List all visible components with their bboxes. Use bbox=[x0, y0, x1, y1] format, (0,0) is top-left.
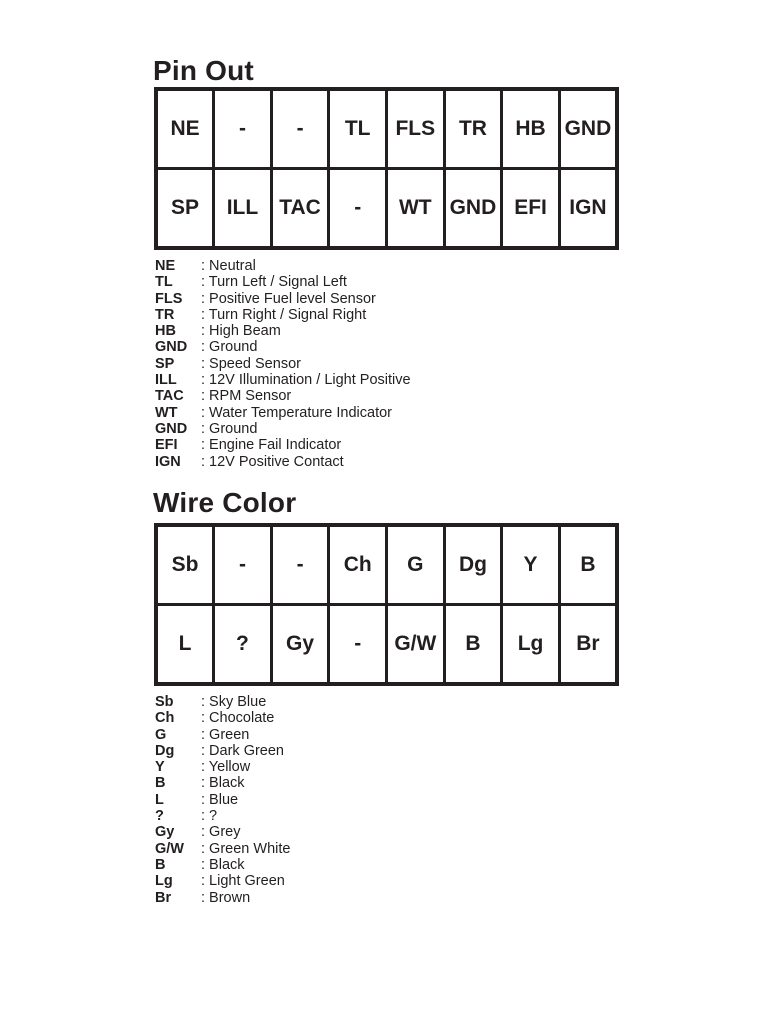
legend-desc: : Light Green bbox=[201, 873, 285, 890]
legend-desc: : Chocolate bbox=[201, 710, 275, 727]
legend-desc: : High Beam bbox=[201, 323, 281, 340]
pinout-row-top bbox=[156, 89, 617, 169]
pinout-legend bbox=[155, 258, 411, 470]
wire-row-bottom bbox=[156, 605, 617, 685]
pinout-cell: GND bbox=[444, 169, 502, 249]
pinout-title: Pin Out bbox=[153, 55, 254, 86]
legend-item bbox=[155, 421, 411, 437]
legend-abbr: L bbox=[155, 791, 164, 808]
wire-cell: G bbox=[387, 525, 445, 605]
legend-abbr: EFI bbox=[155, 437, 178, 454]
pinout-cell: EFI bbox=[502, 169, 560, 249]
legend-abbr: Lg bbox=[155, 873, 173, 890]
legend-abbr: B bbox=[155, 856, 166, 873]
pinout-cell: WT bbox=[387, 169, 445, 249]
legend-item bbox=[155, 372, 411, 388]
legend-abbr: TAC bbox=[155, 388, 184, 405]
legend-item bbox=[155, 890, 290, 906]
wire-cell: B bbox=[444, 605, 502, 685]
legend-desc: : Sky Blue bbox=[201, 694, 267, 710]
legend-desc: : Water Temperature Indicator bbox=[201, 404, 392, 421]
wire-cell: Lg bbox=[502, 605, 560, 685]
wire-cell: L bbox=[156, 605, 214, 685]
pinout-cell: IGN bbox=[559, 169, 617, 249]
legend-desc: : 12V Illumination / Light Positive bbox=[201, 372, 411, 389]
legend-desc: : Black bbox=[201, 856, 245, 873]
pinout-cell: - bbox=[329, 169, 387, 249]
legend-desc: : Brown bbox=[201, 889, 251, 906]
legend-desc: : Green bbox=[201, 726, 250, 743]
legend-desc: : 12V Positive Contact bbox=[201, 453, 344, 470]
legend-abbr: TL bbox=[155, 274, 173, 291]
wire-cell: - bbox=[271, 525, 329, 605]
legend-item bbox=[155, 808, 290, 824]
pinout-cell: TAC bbox=[271, 169, 329, 249]
legend-abbr: Br bbox=[155, 889, 172, 906]
legend-item bbox=[155, 258, 411, 274]
legend-desc: : Green White bbox=[201, 840, 291, 857]
legend-desc: : Turn Left / Signal Left bbox=[201, 274, 347, 291]
legend-abbr: Gy bbox=[155, 824, 175, 841]
legend-item bbox=[155, 405, 411, 421]
legend-abbr: FLS bbox=[155, 290, 183, 307]
legend-abbr: ILL bbox=[155, 372, 177, 389]
legend-abbr: Sb bbox=[155, 694, 174, 710]
wire-cell: - bbox=[214, 525, 272, 605]
legend-desc: : Blue bbox=[201, 791, 239, 808]
legend-desc: : Ground bbox=[201, 339, 258, 356]
legend-item bbox=[155, 710, 290, 726]
wire-cell: Br bbox=[559, 605, 617, 685]
legend-abbr: G bbox=[155, 726, 167, 743]
legend-abbr: G/W bbox=[155, 840, 184, 857]
pinout-cell: - bbox=[214, 89, 272, 169]
wire-color-title: Wire Color bbox=[153, 487, 297, 518]
wire-cell: B bbox=[559, 525, 617, 605]
pinout-cell: ILL bbox=[214, 169, 272, 249]
legend-item bbox=[155, 694, 290, 710]
wire-cell: G/W bbox=[387, 605, 445, 685]
legend-item bbox=[155, 291, 411, 307]
wire-cell: - bbox=[329, 605, 387, 685]
legend-item bbox=[155, 775, 290, 791]
pinout-cell: TR bbox=[444, 89, 502, 169]
legend-desc: : Black bbox=[201, 775, 245, 792]
legend-abbr: Ch bbox=[155, 710, 175, 727]
legend-abbr: TR bbox=[155, 306, 175, 323]
pinout-cell: - bbox=[271, 89, 329, 169]
legend-item bbox=[155, 857, 290, 873]
legend-desc: : Ground bbox=[201, 420, 258, 437]
pinout-cell: GND bbox=[559, 89, 617, 169]
pinout-cell: HB bbox=[502, 89, 560, 169]
wire-color-legend bbox=[155, 694, 290, 906]
legend-abbr: Dg bbox=[155, 742, 175, 759]
wire-cell: ? bbox=[214, 605, 272, 685]
pinout-row-bottom bbox=[156, 169, 617, 249]
wire-color-table bbox=[154, 523, 619, 686]
legend-item bbox=[155, 274, 411, 290]
legend-abbr: IGN bbox=[155, 453, 181, 470]
legend-desc: : Speed Sensor bbox=[201, 355, 301, 372]
legend-abbr: GND bbox=[155, 420, 188, 437]
wire-cell: Y bbox=[502, 525, 560, 605]
legend-abbr: HB bbox=[155, 323, 176, 340]
legend-desc: : RPM Sensor bbox=[201, 388, 292, 405]
legend-abbr: NE bbox=[155, 258, 176, 274]
legend-item bbox=[155, 323, 411, 339]
legend-desc: : Grey bbox=[201, 824, 241, 841]
legend-item bbox=[155, 437, 411, 453]
legend-item bbox=[155, 356, 411, 372]
legend-abbr: WT bbox=[155, 404, 178, 421]
legend-desc: : Yellow bbox=[201, 759, 251, 776]
pinout-cell: NE bbox=[156, 89, 214, 169]
legend-item bbox=[155, 792, 290, 808]
legend-abbr: GND bbox=[155, 339, 188, 356]
wire-cell: Ch bbox=[329, 525, 387, 605]
legend-item bbox=[155, 841, 290, 857]
pinout-cell: SP bbox=[156, 169, 214, 249]
pinout-cell: FLS bbox=[387, 89, 445, 169]
pinout-table bbox=[154, 87, 619, 250]
wire-cell: Sb bbox=[156, 525, 214, 605]
legend-abbr: B bbox=[155, 775, 166, 792]
wire-cell: Dg bbox=[444, 525, 502, 605]
legend-item bbox=[155, 824, 290, 840]
legend-item bbox=[155, 743, 290, 759]
legend-item bbox=[155, 727, 290, 743]
legend-desc: : Neutral bbox=[201, 258, 256, 274]
legend-item bbox=[155, 339, 411, 355]
legend-desc: : ? bbox=[201, 808, 218, 825]
legend-item bbox=[155, 759, 290, 775]
legend-desc: : Turn Right / Signal Right bbox=[201, 306, 367, 323]
legend-desc: : Dark Green bbox=[201, 742, 284, 759]
legend-abbr: SP bbox=[155, 355, 175, 372]
legend-item bbox=[155, 873, 290, 889]
legend-abbr: ? bbox=[155, 808, 164, 825]
legend-desc: : Engine Fail Indicator bbox=[201, 437, 342, 454]
legend-desc: : Positive Fuel level Sensor bbox=[201, 290, 376, 307]
legend-item bbox=[155, 388, 411, 404]
legend-item bbox=[155, 454, 411, 470]
wire-row-top bbox=[156, 525, 617, 605]
legend-abbr: Y bbox=[155, 759, 165, 776]
legend-item bbox=[155, 307, 411, 323]
pinout-cell: TL bbox=[329, 89, 387, 169]
wire-cell: Gy bbox=[271, 605, 329, 685]
